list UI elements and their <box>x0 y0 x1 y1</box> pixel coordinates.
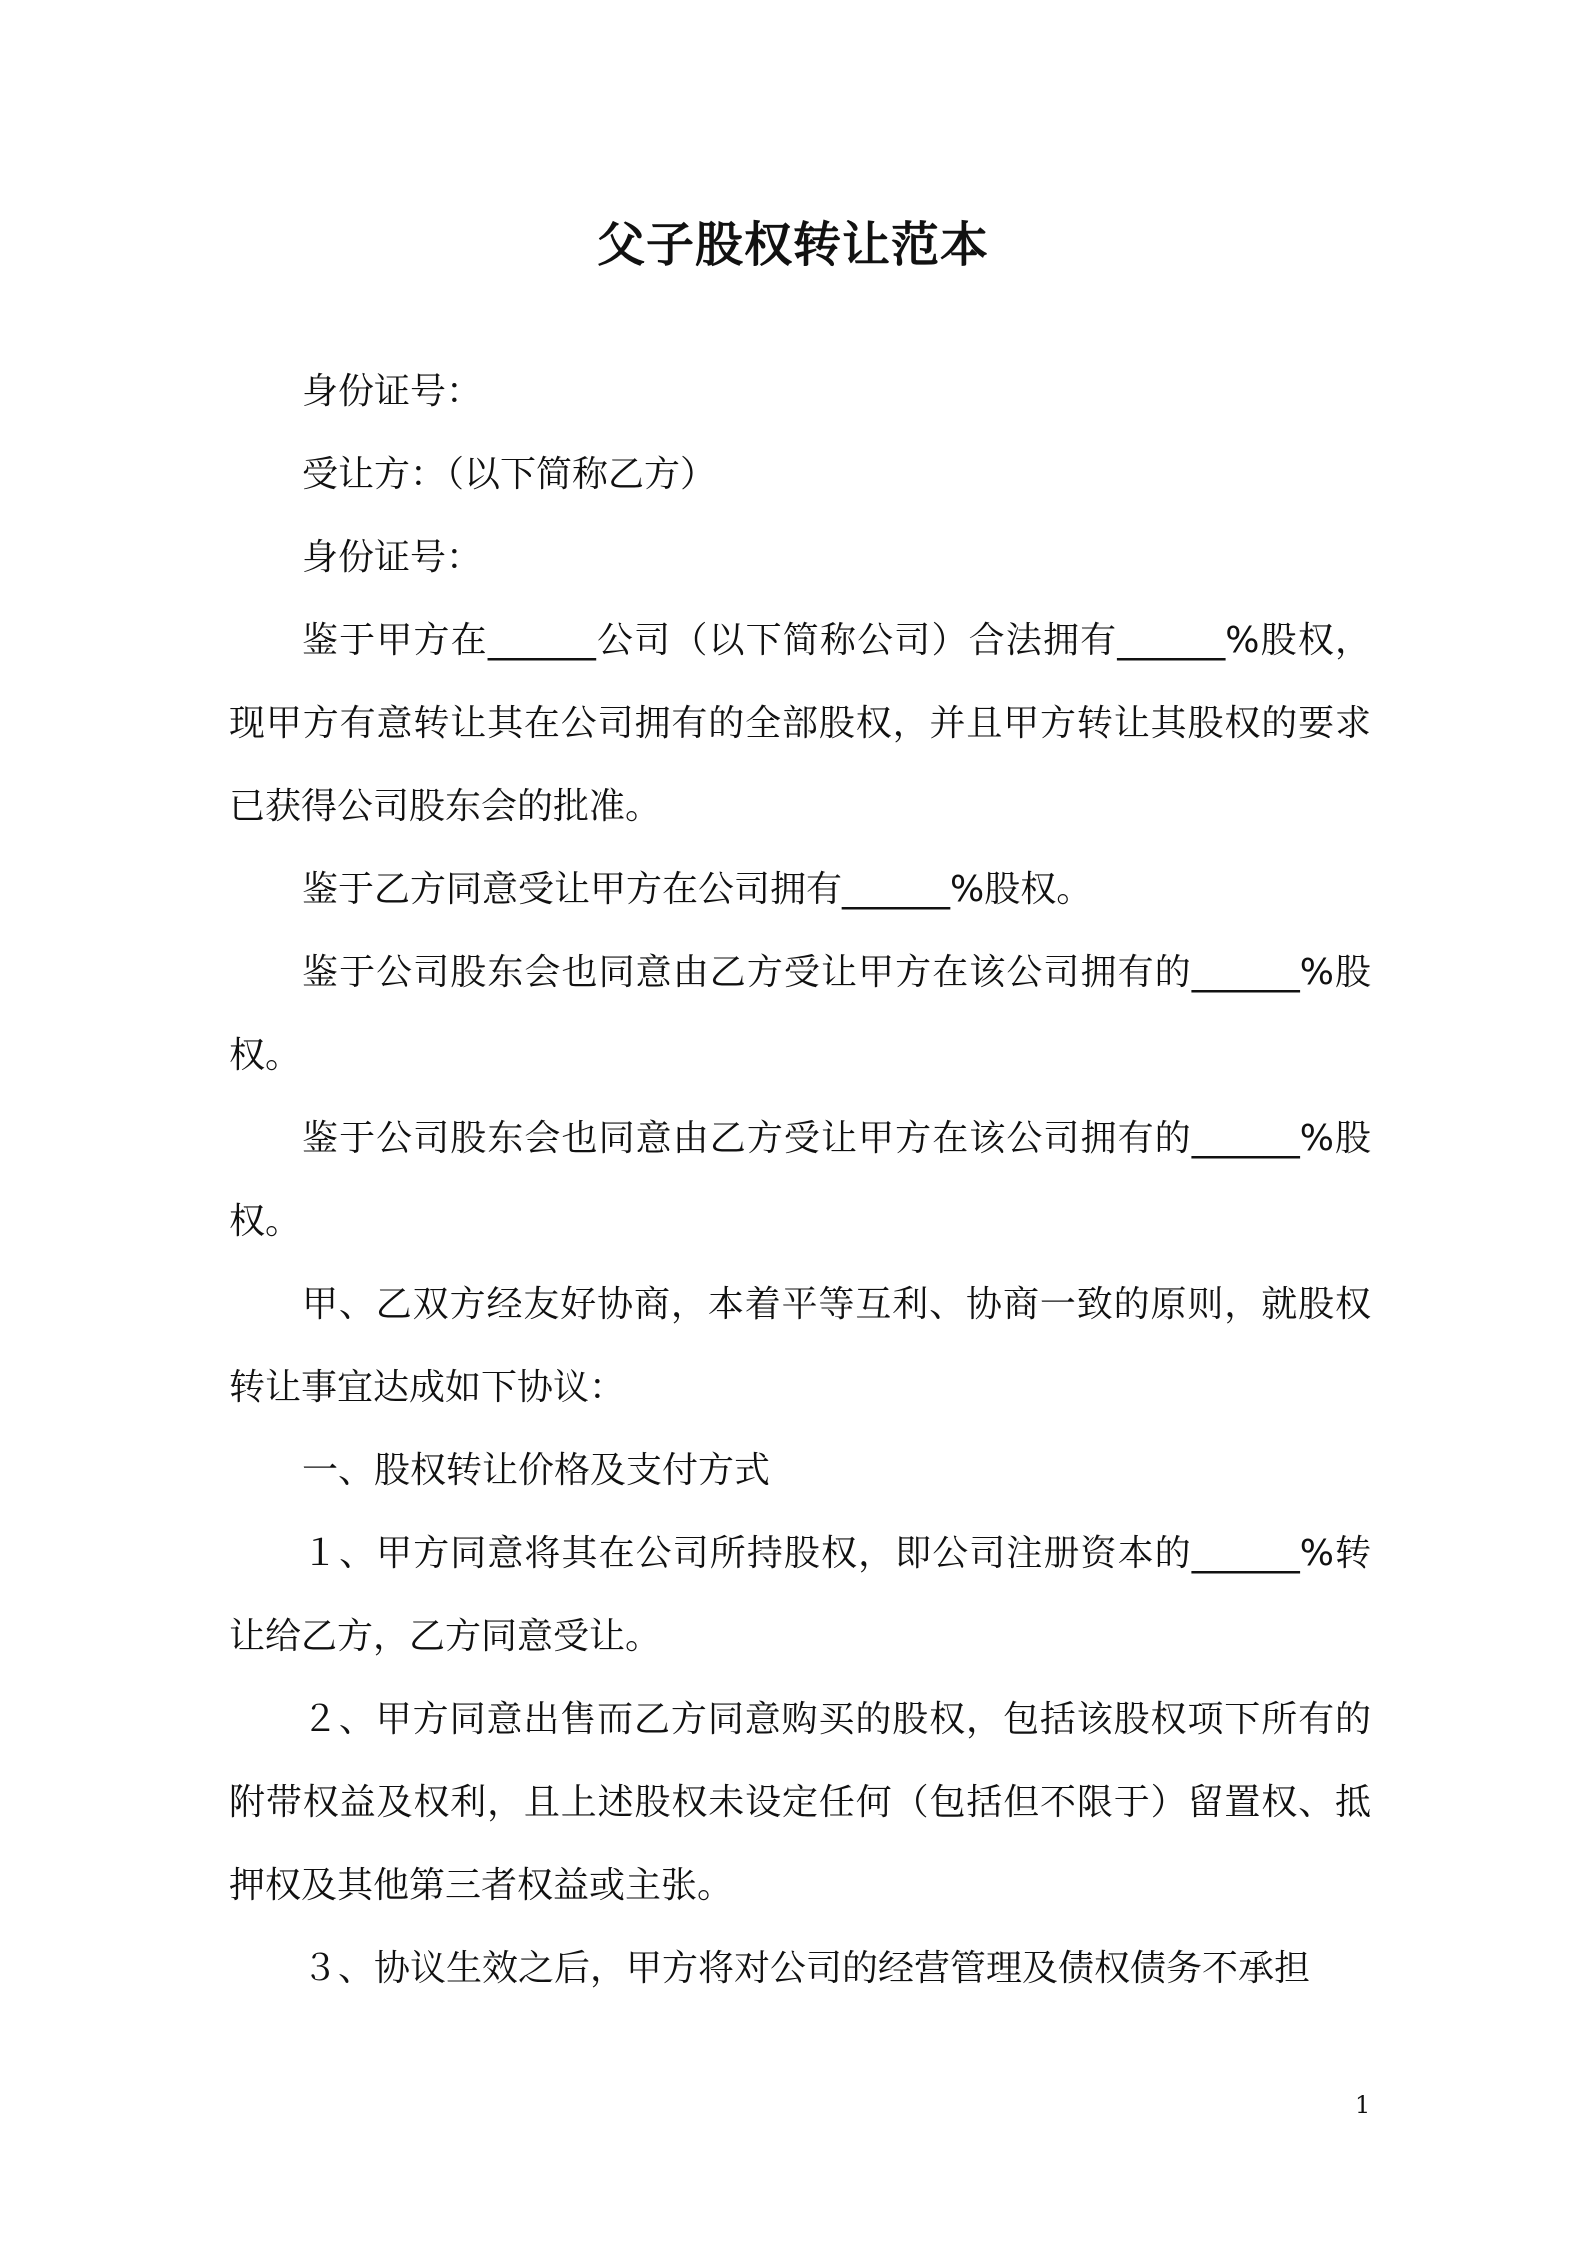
paragraph-recital-1: 鉴于甲方在______公司（以下简称公司）合法拥有______%股权，现甲方有意转让其在公司拥有的全部股权，并且甲方转让其股权的要求已获得公司股东会的批准。 <box>229 620 1371 827</box>
paragraph-recital-2: 鉴于乙方同意受让甲方在公司拥有______%股权。 <box>302 869 1093 910</box>
paragraph-transferee: 受让方：（以下简称乙方） <box>302 454 717 495</box>
clause-2: ２、甲方同意出售而乙方同意购买的股权，包括该股权项下所有的附带权益及权利，且上述股权未设定任何（包括但不限于）留置权、抵押权及其他第三者权益或主张。 <box>229 1699 1371 1906</box>
clause-3: ３、协议生效之后，甲方将对公司的经营管理及债权债务不承担 <box>302 1948 1311 1989</box>
document-title: 父子股权转让范本 <box>596 217 989 273</box>
paragraph-recital-4: 鉴于公司股东会也同意由乙方受让甲方在该公司拥有的______%股权。 <box>229 1118 1371 1242</box>
document-body <box>229 350 1371 2010</box>
section-heading-price-payment: 一、股权转让价格及支付方式 <box>302 1450 771 1491</box>
page-number: 1 <box>1355 2091 1371 2119</box>
paragraph-recital-3: 鉴于公司股东会也同意由乙方受让甲方在该公司拥有的______%股权。 <box>229 952 1371 1076</box>
paragraph-id-number-1: 身份证号： <box>302 371 483 412</box>
paragraph-id-number-2: 身份证号： <box>302 537 483 578</box>
clause-1: １、甲方同意将其在公司所持股权，即公司注册资本的______%转让给乙方，乙方同意受让。 <box>229 1533 1371 1657</box>
paragraph-agreement-intro: 甲、乙双方经友好协商，本着平等互利、协商一致的原则，就股权转让事宜达成如下协议： <box>229 1284 1371 1408</box>
